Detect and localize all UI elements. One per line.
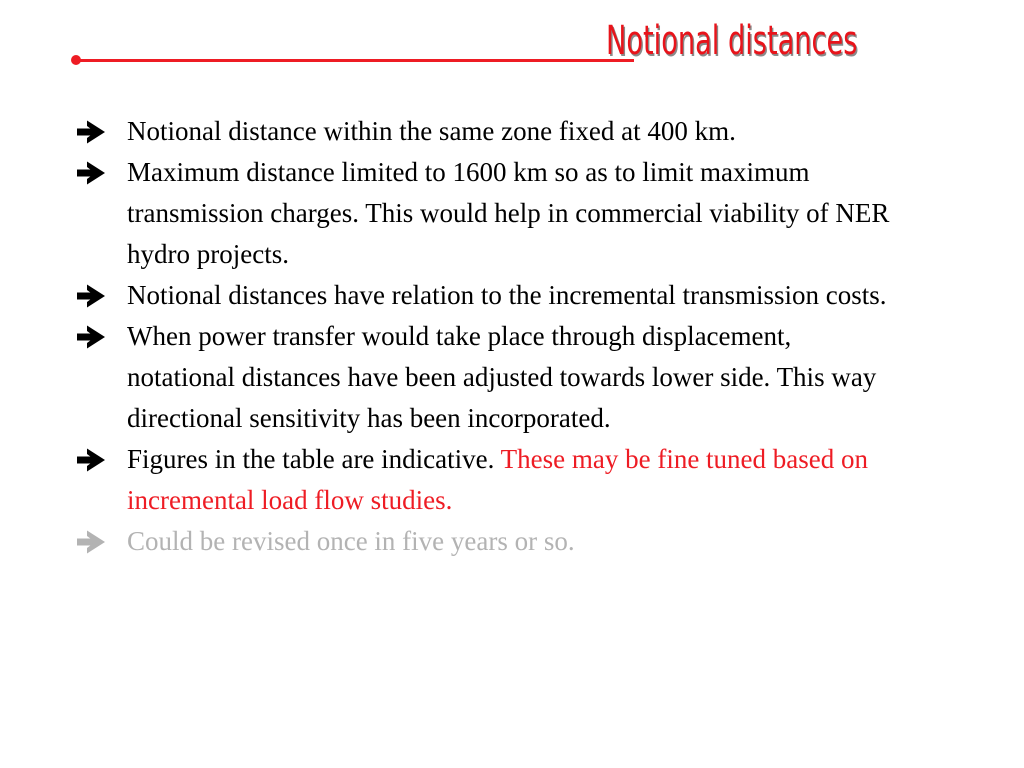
bullet-item <box>76 152 896 275</box>
bullet-list <box>76 111 896 562</box>
bullet-text <box>127 111 896 152</box>
arrow-right-glyph <box>76 529 106 555</box>
slide-title: Notional distances <box>606 18 858 64</box>
bullet-item <box>76 439 896 521</box>
bullet-main-text: Notional distance within the same zone fixed at 400 km. <box>127 116 736 146</box>
arrow-right-icon <box>76 521 127 562</box>
arrow-right-glyph <box>76 283 106 309</box>
bullet-text <box>127 521 896 562</box>
bullet-text <box>127 152 896 275</box>
arrow-right-glyph <box>76 324 106 350</box>
arrow-right-glyph <box>76 119 106 145</box>
bullet-main-text: Figures in the table are indicative. <box>127 444 501 474</box>
arrow-right-glyph <box>76 447 106 473</box>
bullet-item <box>76 111 896 152</box>
bullet-text <box>127 316 896 439</box>
arrow-right-icon <box>76 111 127 152</box>
bullet-main-text: Maximum distance limited to 1600 km so as to limit maximum transmission charges. This would help in commercial viability of NER hydro projects. <box>127 157 890 269</box>
bullet-main-text: When power transfer would take place through displacement, notational distances have been adjusted towards lower side. This way directional sensitivity has been incorporated. <box>127 321 877 433</box>
arrow-right-icon <box>76 275 127 316</box>
bullet-item-muted <box>76 521 896 562</box>
bullet-item <box>76 275 896 316</box>
bullet-highlight-text: These may be fine tuned based on incremental load flow studies. <box>127 444 869 515</box>
bullet-text <box>127 439 896 521</box>
arrow-right-icon <box>76 439 127 480</box>
arrow-right-icon <box>76 316 127 357</box>
bullet-item <box>76 316 896 439</box>
arrow-right-icon <box>76 152 127 193</box>
bullet-main-text: Could be revised once in five years or so. <box>127 526 575 556</box>
arrow-right-glyph <box>76 160 106 186</box>
title-underline <box>78 59 634 62</box>
bullet-main-text: Notional distances have relation to the incremental transmission costs. <box>127 280 887 310</box>
bullet-text <box>127 275 896 316</box>
